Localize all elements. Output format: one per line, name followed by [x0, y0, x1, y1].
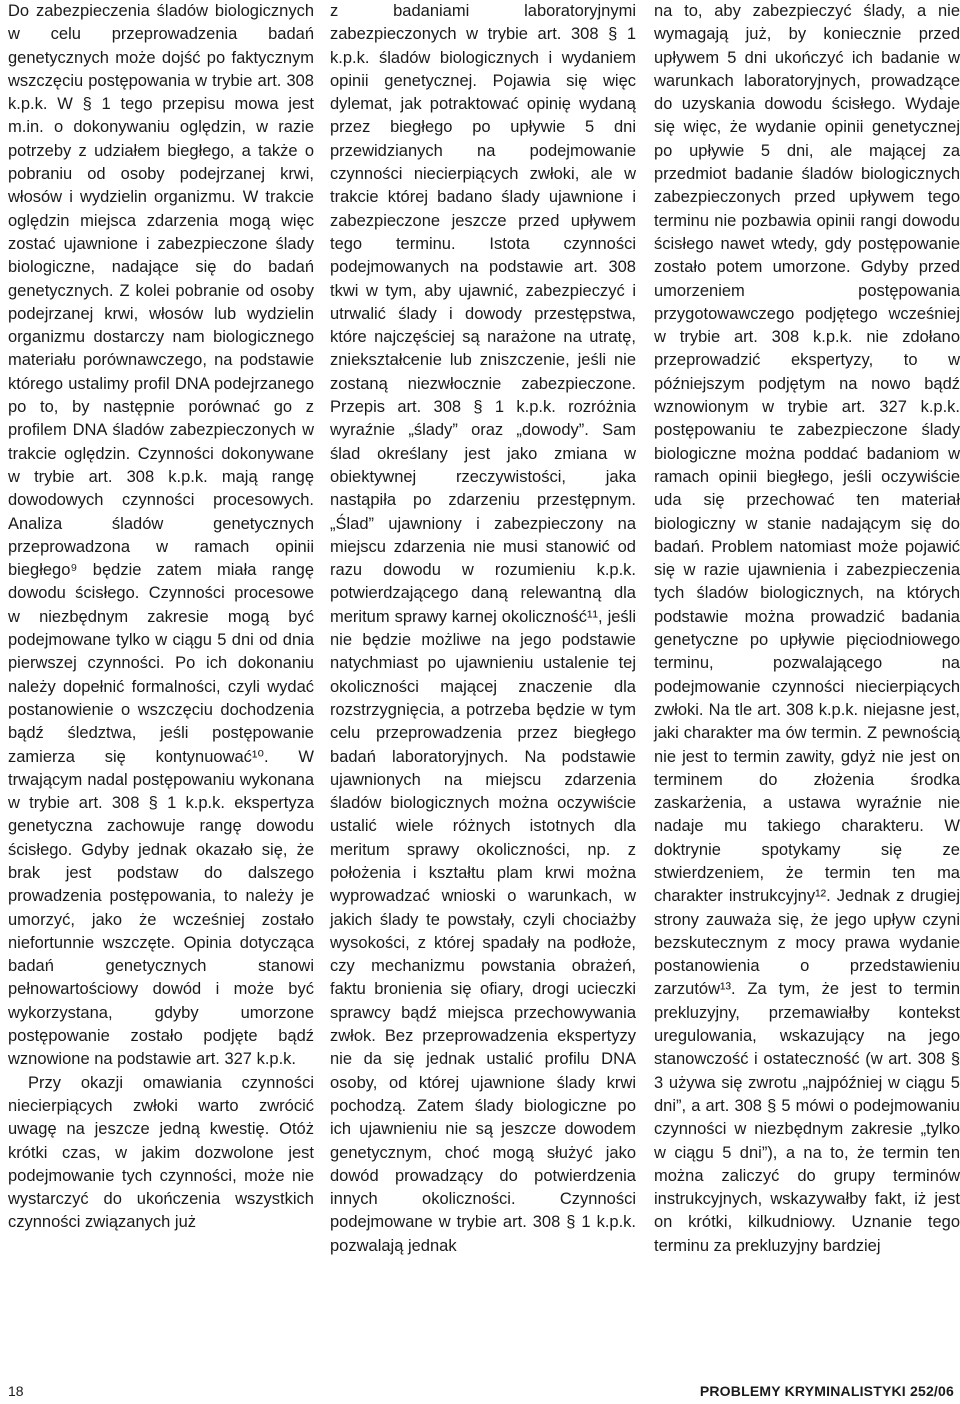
paragraph: na to, aby zabezpieczyć ślady, a nie wymagają już, by koniecznie przed upływem 5 dni ukończyć ich badanie w warunkach laboratoryjnych, prowadzące do uzyskania dowodu ścisłego. Wydaje się więc, że wydanie opinii genetycznej po upływie 5 dni, ale mającej za przedmiot badanie śladów biologicznych zabezpieczonych przed upływem tego terminu nie pozbawia opinii rangi dowodu ścisłego nawet wtedy, gdy postępowanie zostało potem umorzone. Gdyby przed umorzeniem postępowania przygotowawczego podjętego wcześniej w trybie art. 308 k.p.k. nie zdołano przeprowadzić ekspertyzy, to w późniejszym podjętym na nowo bądź wznowionym w trybie art. 327 k.p.k. postępowaniu te zabezpieczone ślady biologiczne można poddać badaniom w ramach opinii biegłego, jeśli oczywiście uda się przechować ten materiał biologiczny w stanie nadającym się do badań. Problem natomiast może pojawić się w razie ujawnienia i zabezpieczenia tych śladów biologicznych, na których podstawie można prowadzić badania genetyczne po upływie pięciodniowego terminu, pozwalającego na podejmowanie czynności niecierpiących zwłoki. Na tle art. 308 k.p.k. niejasne jest, jaki charakter ma ów termin. Z pewnością nie jest to termin zawity, gdyż nie jest on terminem do złożenia środka zaskarżenia, a ustawa wyraźnie nie nadaje mu takiego charakteru. W doktrynie spotykamy się ze stwierdzeniem, że termin ten ma charakter instrukcyjny¹². Jednak z drugiej strony zauważa się, że jego upływ czyni bezskutecznym z mocy prawa wydanie postanowienia o przedstawieniu zarzutów¹³. Za tym, że jest to termin prekluzyjny, przemawiałby kontekst uregulowania, wskazujący na jego stanowczość i ostateczność (w art. 308 § 3 używa się zwrotu „najpóźniej w ciągu 5 dni”, a art. 308 § 5 mówi o podejmowaniu czynności w niezbędnym zakresie „tylko w ciągu 5 dni”), a na to, że termin ten można zaliczyć do grupy terminów instrukcyjnych, wskazywałby fakt, iż jest on krótki, kilkudniowy. Uznanie tego terminu za prekluzyjny bardziej — [654, 2, 960, 1255]
paragraph: Do zabezpieczenia śladów biologicznych w celu przeprowadzenia badań genetycznych może dojść po faktycznym wszczęciu postępowania w trybie art. 308 k.p.k. W § 1 tego przepisu mowa jest m.in. o dokonywaniu oględzin, w razie potrzeby z udziałem biegłego, a także o pobraniu od osoby podejrzanej krwi, włosów i wydzielin organizmu. W trakcie oględzin miejsca zdarzenia mogą więc zostać ujawnione i zabezpieczone ślady biologiczne, nadające się do badań genetycznych. Z kolei pobranie od osoby podejrzanej krwi, włosów lub wydzielin organizmu dostarczy nam biologicznego materiału porównawczego, na podstawie którego ustalimy profil DNA podejrzanego po to, by następnie porównać go z profilem DNA śladów zabezpieczonych w trakcie oględzin. Czynności dokonywane w trybie art. 308 k.p.k. mają rangę dowodowych czynności procesowych. Analiza śladów genetycznych przeprowadzona w ramach opinii biegłego⁹ będzie zatem miała rangę dowodu ścisłego. Czynności procesowe w niezbędnym zakresie mogą być podejmowane tylko w ciągu 5 dni od dnia pierwszej czynności. Po ich dokonaniu należy dopełnić formalności, czyli wydać postanowienie o wszczęciu dochodzenia bądź śledztwa, jeśli postępowanie zamierza się kontynuować¹⁰. W trwającym nadal postępowaniu wykonana w trybie art. 308 § 1 k.p.k. ekspertyza genetyczna zachowuje rangę dowodu ścisłego. Gdyby jednak okazało się, że brak jest podstaw do dalszego prowadzenia postępowania, to należy je umorzyć, jako że wcześniej zostało niefortunnie wszczęte. Opinia dotycząca badań genetycznych stanowi pełnowartościowy dowód i może być wykorzystana, gdyby umorzone postępowanie zostało podjęte bądź wznowione na podstawie art. 327 k.p.k. — [8, 2, 314, 1069]
page-footer — [0, 1380, 960, 1404]
text-column-3 — [654, 0, 960, 1258]
journal-title: PROBLEMY KRYMINALISTYKI 252/06 — [699, 1383, 954, 1399]
paragraph: z badaniami laboratoryjnymi zabezpieczonych w trybie art. 308 § 1 k.p.k. śladów biologicznych i wydaniem opinii genetycznej. Pojawia się więc dylemat, jak potraktować opinię wydaną przez biegłego po upływie 5 dni przewidzianych na podejmowanie czynności niecierpiących zwłoki, ale w trakcie której badano ślady ujawnione i zabezpieczone jeszcze przed upływem tego terminu. Istota czynności podejmowanych na podstawie art. 308 tkwi w tym, aby ujawnić, zabezpieczyć i utrwalić ślady i dowody przestępstwa, które najczęściej są narażone na utratę, zniekształcenie lub zniszczenie, jeśli nie zostaną niezwłocznie zabezpieczone. Przepis art. 308 § 1 k.p.k. rozróżnia wyraźnie „ślady” oraz „dowody”. Sam ślad określany jest jako zmiana w obiektywnej rzeczywistości, jaka nastąpiła po zdarzeniu przestępnym. „Ślad” ujawniony i zabezpieczony na miejscu zdarzenia nie musi stanowić od razu dowodu w rozumieniu k.p.k. potwierdzającego daną relewantną dla meritum sprawy karnej okoliczność¹¹, jeśli nie będzie możliwe na jego podstawie natychmiast po ujawnieniu ustalenie tej okoliczności mającej znaczenie dla rozstrzygnięcia, a potrzeba będzie w tym celu przeprowadzenia przez biegłego badań laboratoryjnych. Na podstawie ujawnionych na miejscu zdarzenia śladów biologicznych można oczywiście ustalić wiele różnych istotnych dla meritum sprawy okoliczności, np. z położenia i kształtu plam krwi można wyprowadzać wnioski o warunkach, w jakich ślady te powstały, czyli chociażby wysokości, z której spadały na podłoże, czy mechanizmu powstania obrażeń, faktu bronienia się ofiary, drogi ucieczki sprawcy bądź miejsca przechowywania zwłok. Bez przeprowadzenia ekspertyzy nie da się jednak ustalić profilu DNA osoby, od której ujawnione ślady krwi pochodzą. Zatem ślady biologiczne po ich ujawnieniu nie są jeszcze dowodem genetycznym, choć mogą służyć jako dowód prowadzący do potwierdzenia innych okoliczności. Czynności podejmowane w trybie art. 308 § 1 k.p.k. pozwalają jednak — [330, 2, 636, 1255]
paragraph: Przy okazji omawiania czynności niecierpiących zwłoki warto zwrócić uwagę na jeszcze jedną kwestię. Otóż krótki czas, w jakim dozwolone jest podejmowanie tych czynności, może nie wystarczyć do ukończenia wszystkich czynności związanych już — [8, 1073, 314, 1232]
page-number: 18 — [8, 1383, 24, 1399]
text-column-2 — [330, 0, 636, 1258]
text-column-1 — [8, 0, 314, 1235]
